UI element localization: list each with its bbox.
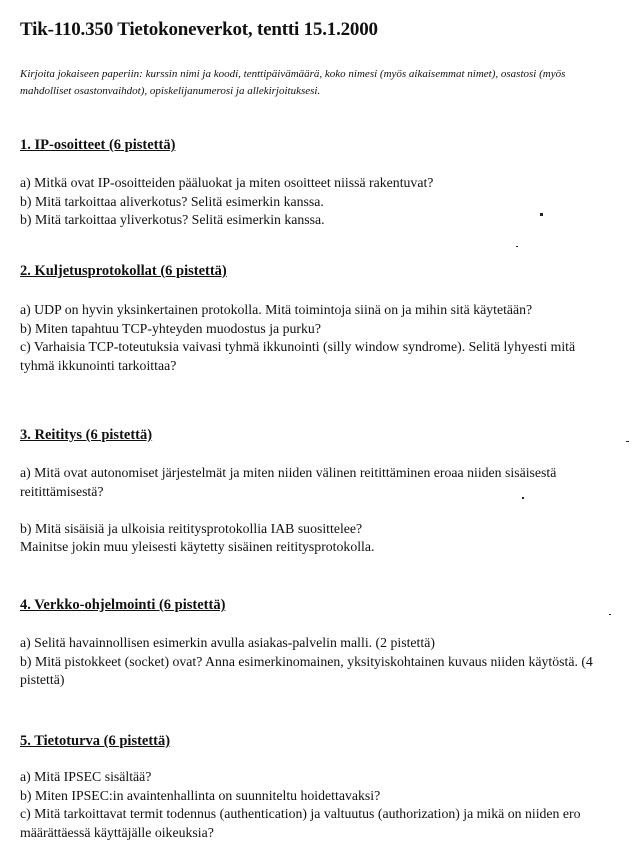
question-b-note: Mainitse jokin muu yleisesti käytetty sisäinen reititysprotokolla. — [20, 539, 375, 555]
scan-speck — [540, 213, 543, 216]
question-b2: b) Mitä tarkoittaa yliverkotus? Selitä esimerkin kanssa. — [20, 212, 325, 228]
page-title: Tik-110.350 Tietokoneverkot, tentti 15.1.2000 — [20, 19, 378, 40]
question-c: c) Varhaisia TCP-toteutuksia vaivasi tyhmä ikkunointi (silly window syndrome). Selitä lyhyesti mitä tyhmä ikkunointi tarkoittaa? — [20, 339, 576, 373]
scan-speck — [522, 497, 524, 499]
section-heading: 1. IP-osoitteet (6 pistettä) — [20, 137, 176, 153]
question-a: a) UDP on hyvin yksinkertainen protokolla. Mitä toimintoja siinä on ja mihin sitä käytetään? — [20, 302, 533, 317]
section-heading: 2. Kuljetusprotokollat (6 pistettä) — [20, 263, 227, 279]
scan-speck — [516, 246, 518, 247]
scan-speck — [609, 614, 611, 615]
question-a: a) Selitä havainnollisen esimerkin avulla asiakas-palvelin malli. (2 pistettä) — [20, 635, 435, 650]
question-b: b) Mitä tarkoittaa aliverkotus? Selitä esimerkin kanssa. — [20, 193, 324, 209]
question-a: a) Mitä ovat autonomiset järjestelmät ja miten niiden välinen reitittäminen eroaa niiden sisäisestä reitittämisestä? — [20, 465, 557, 499]
question-b: b) Miten tapahtuu TCP-yhteyden muodostus ja purku? — [20, 320, 321, 336]
question-b: b) Miten IPSEC:in avaintenhallinta on suunniteltu hoidettavaksi? — [20, 787, 381, 803]
section-security — [20, 733, 620, 842]
scan-speck — [626, 441, 629, 442]
question-a: a) Mitä IPSEC sisältää? — [20, 769, 152, 784]
section-routing — [20, 427, 620, 557]
section-ip-addresses — [20, 137, 620, 230]
question-b: b) Mitä sisäisiä ja ulkoisia reititysprotokollia IAB suosittelee? — [20, 520, 363, 536]
section-heading: 5. Tietoturva (6 pistettä) — [20, 733, 171, 749]
section-heading: 4. Verkko-ohjelmointi (6 pistettä) — [20, 597, 226, 613]
section-heading: 3. Reititys (6 pistettä) — [20, 427, 153, 443]
section-transport-protocols — [20, 263, 620, 375]
question-b: b) Mitä pistokkeet (socket) ovat? Anna esimerkinomainen, yksityiskohtainen kuvaus niiden käytöstä. (4 pistettä) — [20, 653, 593, 688]
instructions-text: Kirjoita jokaiseen paperiin: kurssin nimi ja koodi, tenttipäivämäärä, koko nimesi (myös aikaisemmat nimet), osastosi (myös mahdolliset osastonvaihdot), opiskelijanumerosi ja allekirjoituksesi. — [20, 68, 566, 97]
section-network-programming — [20, 597, 620, 690]
question-a: a) Mitkä ovat IP-osoitteiden pääluokat ja miten osoitteet niissä rakentuvat? — [20, 175, 434, 190]
question-c: c) Mitä tarkoittavat termit todennus (authentication) ja valtuutus (authorization) ja mikä on niiden ero määrättäessä käyttäjälle oikeuksia? — [20, 806, 581, 840]
